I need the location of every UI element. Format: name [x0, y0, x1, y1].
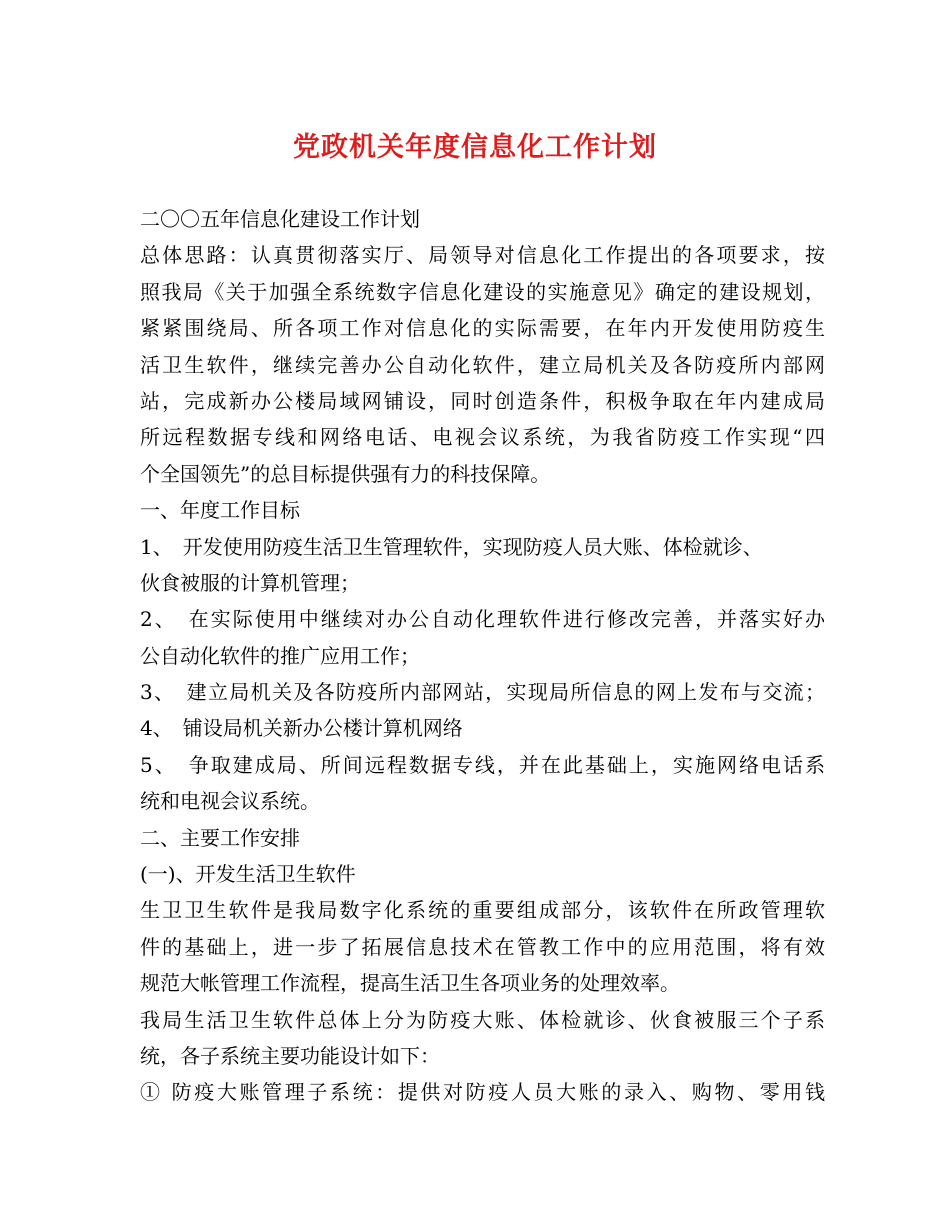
paragraph-line: 规范大帐管理工作流程，提高生活卫生各项业务的处理效率。	[140, 971, 680, 996]
paragraph-line: 一、年度工作目标	[140, 498, 300, 523]
document-title: 党政机关年度信息化工作计划	[293, 132, 657, 163]
paragraph-line: 5、 争取建成局、所间远程数据专线，并在此基础上，实施网络电话系	[140, 752, 825, 777]
paragraph-line: 1、 开发使用防疫生活卫生管理软件，实现防疫人员大账、体检就诊、	[140, 534, 763, 559]
paragraph-line: 件的基础上，进一步了拓展信息技术在管教工作中的应用范围，将有效	[140, 934, 825, 959]
paragraph-line: (一)、开发生活卫生软件	[140, 862, 356, 887]
paragraph-line: 3、 建立局机关及各防疫所内部网站，实现局所信息的网上发布与交流；	[140, 680, 825, 705]
paragraph-line: 生卫卫生软件是我局数字化系统的重要组成部分，该软件在所政管理软	[140, 898, 825, 923]
paragraph-line: 二〇〇五年信息化建设工作计划	[140, 207, 420, 231]
paragraph-line: 总体思路：认真贯彻落实厅、局领导对信息化工作提出的各项要求，按	[140, 243, 825, 268]
paragraph-line: 我局生活卫生软件总体上分为防疫大账、体检就诊、伙食被服三个子系	[140, 1007, 825, 1032]
paragraph-line: 2、 在实际使用中继续对办公自动化理软件进行修改完善，并落实好办	[140, 607, 825, 632]
paragraph-line: 所远程数据专线和网络电话、电视会议系统，为我省防疫工作实现“四	[140, 425, 825, 450]
paragraph-line: 统和电视会议系统。	[140, 789, 320, 814]
paragraph-line: 统，各子系统主要功能设计如下：	[140, 1043, 440, 1068]
paragraph-line: 4、 铺设局机关新办公楼计算机网络	[140, 716, 463, 741]
paragraph-line: 站，完成新办公楼局域网铺设，同时创造条件，积极争取在年内建成局	[140, 388, 825, 413]
paragraph-line: 照我局《关于加强全系统数字信息化建设的实施意见》确定的建设规划，	[140, 279, 825, 304]
paragraph-line: 二、主要工作安排	[140, 825, 300, 850]
paragraph-line: 活卫生软件，继续完善办公自动化软件，建立局机关及各防疫所内部网	[140, 352, 825, 377]
paragraph-line: 紧紧围绕局、所各项工作对信息化的实际需要，在年内开发使用防疫生	[140, 316, 825, 341]
paragraph-line: 公自动化软件的推广应用工作；	[140, 643, 420, 668]
paragraph-line: 伙食被服的计算机管理；	[140, 570, 360, 595]
paragraph-line: ① 防疫大账管理子系统：提供对防疫人员大账的录入、购物、零用钱	[140, 1080, 825, 1105]
paragraph-line: 个全国领先”的总目标提供强有力的科技保障。	[140, 461, 551, 486]
document-body	[140, 201, 825, 1111]
